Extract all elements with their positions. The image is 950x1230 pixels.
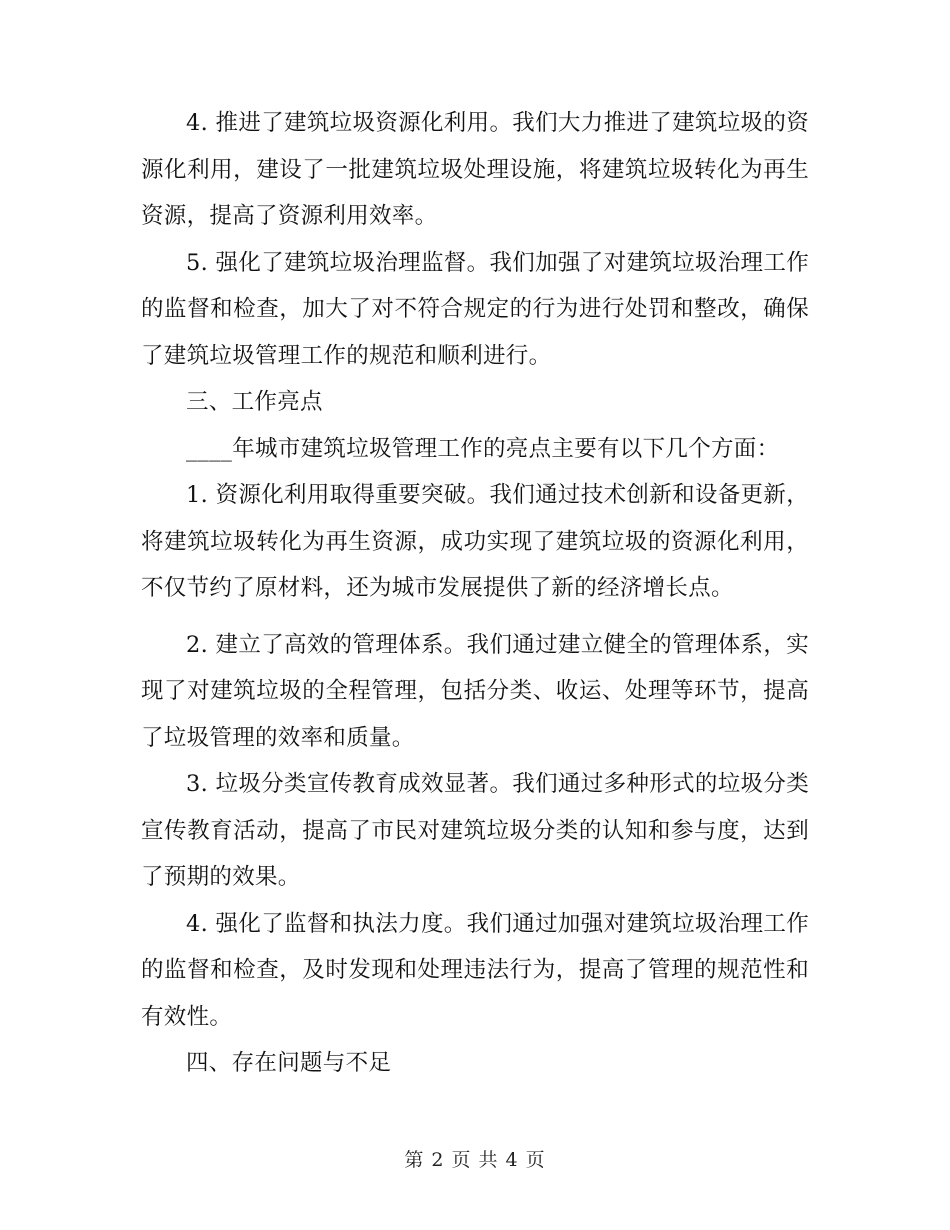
paragraph-item-4-resource-utilization: 4. 推进了建筑垃圾资源化利用。我们大力推进了建筑垃圾的资源化利用，建设了一批建筑垃圾处理设施，将建筑垃圾转化为再生资源，提高了资源利用效率。 bbox=[141, 110, 809, 229]
section-heading-problems: 四、存在问题与不足 bbox=[186, 1050, 392, 1076]
paragraph-highlight-4: 4. 强化了监督和执法力度。我们通过加强对建筑垃圾治理工作的监督和检查，及时发现和处理违法行为，提高了管理的规范性和有效性。 bbox=[141, 910, 809, 1030]
page-number-footer: 第 2 页 共 4 页 bbox=[404, 1149, 546, 1171]
paragraph-highlight-1: 1. 资源化利用取得重要突破。我们通过技术创新和设备更新，将建筑垃圾转化为再生资源，成功实现了建筑垃圾的资源化利用，不仅节约了原材料，还为城市发展提供了新的经济增长点。 bbox=[141, 482, 809, 601]
section-heading-highlights: 三、工作亮点 bbox=[186, 389, 323, 415]
document-body bbox=[141, 100, 809, 1087]
paragraph-highlight-2: 2. 建立了高效的管理体系。我们通过建立健全的管理体系，实现了对建筑垃圾的全程管理，包括分类、收运、处理等环节，提高了垃圾管理的效率和质量。 bbox=[141, 631, 809, 751]
paragraph-item-5-supervision: 5. 强化了建筑垃圾治理监督。我们加强了对建筑垃圾治理工作的监督和检查，加大了对不符合规定的行为进行处罚和整改，确保了建筑垃圾管理工作的规范和顺利进行。 bbox=[141, 249, 809, 369]
paragraph-highlights-intro: ____年城市建筑垃圾管理工作的亮点主要有以下几个方面： bbox=[186, 435, 780, 462]
paragraph-highlight-3: 3. 垃圾分类宣传教育成效显著。我们通过多种形式的垃圾分类宣传教育活动，提高了市民对建筑垃圾分类的认知和参与度，达到了预期的效果。 bbox=[141, 771, 809, 890]
